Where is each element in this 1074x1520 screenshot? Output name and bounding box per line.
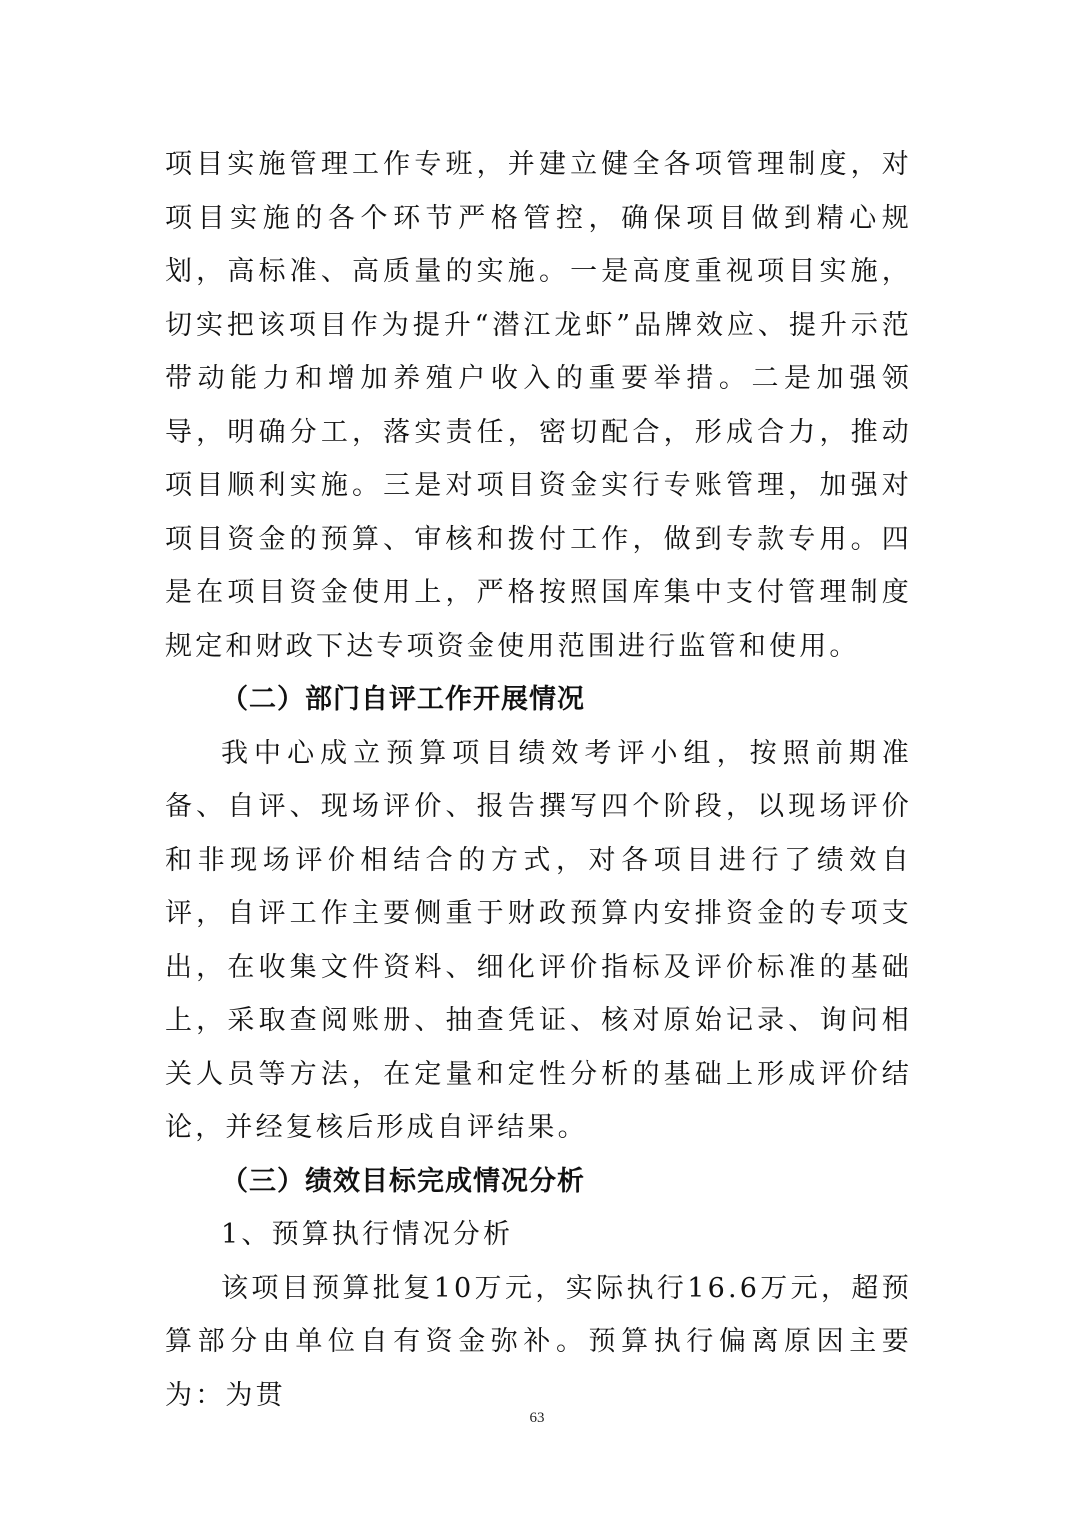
- paragraph-project-management: 项目实施管理工作专班，并建立健全各项管理制度，对项目实施的各个环节严格管控，确保项目做到精心规划，高标准、高质量的实施。一是高度重视项目实施，切实把该项目作为提升“潜江龙虾”品牌效应、提升示范带动能力和增加养殖户收入的重要举措。二是加强领导，明确分工，落实责任，密切配合，形成合力，推动项目顺利实施。三是对项目资金实行专账管理，加强对项目资金的预算、审核和拨付工作，做到专款专用。四是在项目资金使用上，严格按照国库集中支付管理制度规定和财政下达专项资金使用范围进行监管和使用。: [165, 149, 912, 662]
- paragraph-self-evaluation: 我中心成立预算项目绩效考评小组，按照前期准备、自评、现场评价、报告撰写四个阶段，以现场评价和非现场评价相结合的方式，对各项目进行了绩效自评，自评工作主要侧重于财政预算内安排资金的专项支出，在收集文件资料、细化评价指标及评价标准的基础上，采取查阅账册、抽查凭证、核对原始记录、询问相关人员等方法，在定量和定性分析的基础上形成评价结论，并经复核后形成自评结果。: [165, 737, 912, 1143]
- heading-self-evaluation: （二）部门自评工作开展情况: [221, 684, 585, 715]
- page-number: 63: [529, 1410, 545, 1426]
- subheading-budget-execution: 1、预算执行情况分析: [221, 1219, 514, 1250]
- paragraph-budget-execution: 该项目预算批复10万元，实际执行16.6万元，超预算部分由单位自有资金弥补。预算执行偏离原因主要为：为贯: [165, 1272, 912, 1411]
- heading-performance-goals: （三）绩效目标完成情况分析: [221, 1165, 585, 1197]
- body-text: [165, 138, 912, 1422]
